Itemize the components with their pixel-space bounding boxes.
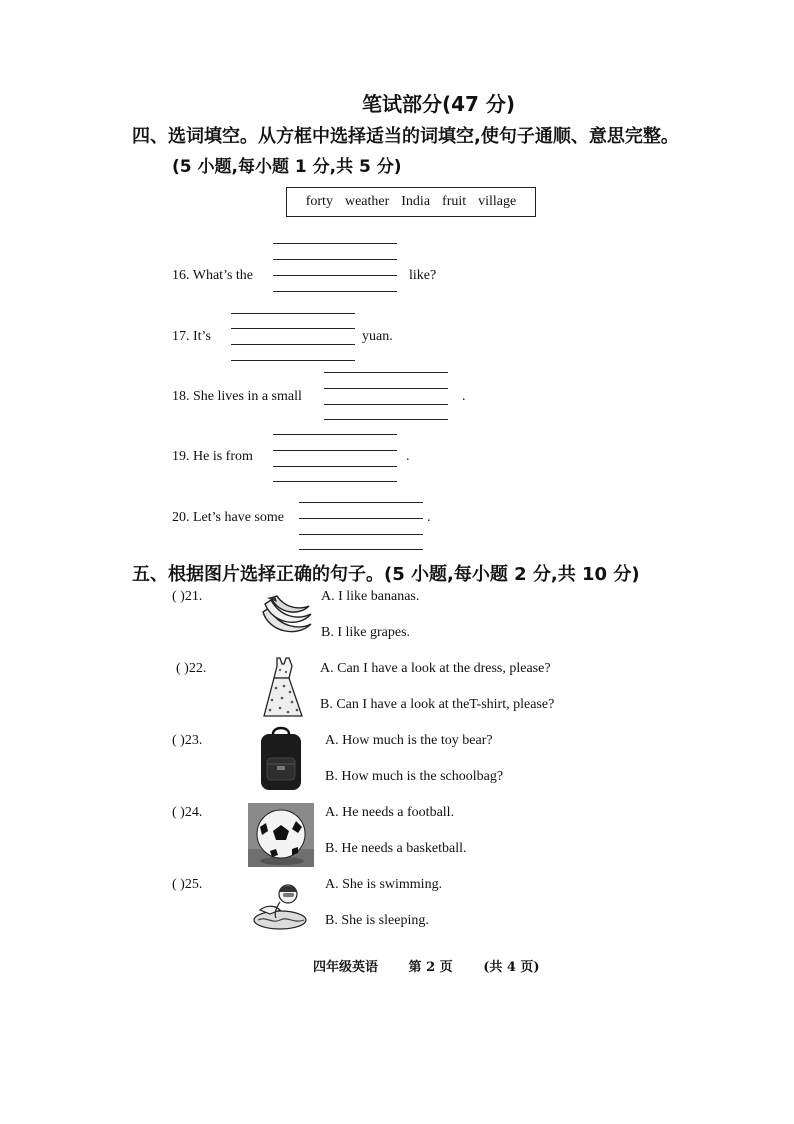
question-19-after: . — [406, 449, 410, 464]
swimmer-icon — [250, 880, 312, 932]
question-18-text: 18. She lives in a small — [172, 389, 302, 404]
banana-icon — [257, 594, 315, 640]
answer-line-16[interactable] — [273, 243, 397, 244]
schoolbag-icon — [257, 726, 305, 792]
option-23-b[interactable]: B. How much is the schoolbag? — [325, 769, 504, 784]
answer-line-20[interactable] — [299, 502, 423, 503]
answer-line-17[interactable] — [231, 344, 355, 345]
footer-total: (共 4 页) — [483, 960, 540, 975]
answer-paren-25[interactable]: ( )25. — [172, 877, 203, 892]
answer-line-18[interactable] — [324, 419, 448, 420]
word-box — [286, 187, 536, 217]
answer-paren-23[interactable]: ( )23. — [172, 733, 203, 748]
answer-line-20[interactable] — [299, 518, 423, 519]
answer-line-19[interactable] — [273, 450, 397, 451]
answer-line-19[interactable] — [273, 434, 397, 435]
section4-subheading: (5 小题,每小题 1 分,共 5 分) — [172, 157, 402, 177]
question-19-text: 19. He is from — [172, 449, 253, 464]
answer-line-17[interactable] — [231, 360, 355, 361]
page-footer — [313, 956, 540, 975]
section5-heading: 五、根据图片选择正确的句子。(5 小题,每小题 2 分,共 10 分) — [132, 564, 640, 585]
answer-paren-21[interactable]: ( )21. — [172, 589, 203, 604]
answer-line-20[interactable] — [299, 549, 423, 550]
answer-line-19[interactable] — [273, 466, 397, 467]
football-icon — [248, 803, 314, 867]
word-box-item: weather — [344, 194, 390, 209]
question-20-after: . — [427, 510, 431, 525]
question-17-text: 17. It’s — [172, 329, 211, 344]
option-25-b[interactable]: B. She is sleeping. — [325, 913, 429, 928]
option-24-b[interactable]: B. He needs a basketball. — [325, 841, 467, 856]
option-21-b[interactable]: B. I like grapes. — [321, 625, 411, 640]
question-18-after: . — [462, 389, 466, 404]
answer-line-17[interactable] — [231, 313, 355, 314]
option-24-a[interactable]: A. He needs a football. — [325, 805, 455, 820]
word-box-item: forty — [305, 194, 333, 209]
written-title: 笔试部分(47 分) — [362, 92, 516, 116]
answer-paren-24[interactable]: ( )24. — [172, 805, 203, 820]
dress-icon — [262, 656, 304, 720]
word-box-item: India — [401, 194, 431, 209]
answer-line-20[interactable] — [299, 534, 423, 535]
question-17-after: yuan. — [362, 329, 393, 344]
word-box-item: fruit — [442, 194, 467, 209]
option-22-b[interactable]: B. Can I have a look at theT-shirt, please? — [320, 697, 555, 712]
section4-heading: 四、选词填空。从方框中选择适当的词填空,使句子通顺、意思完整。 — [132, 126, 679, 147]
option-23-a[interactable]: A. How much is the toy bear? — [325, 733, 493, 748]
option-21-a[interactable]: A. I like bananas. — [321, 589, 420, 604]
answer-line-19[interactable] — [273, 481, 397, 482]
answer-line-16[interactable] — [273, 275, 397, 276]
answer-paren-22[interactable]: ( )22. — [176, 661, 207, 676]
answer-line-18[interactable] — [324, 372, 448, 373]
footer-grade: 四年级英语 — [313, 960, 379, 975]
question-16-after: like? — [409, 268, 437, 283]
answer-line-16[interactable] — [273, 259, 397, 260]
question-20-text: 20. Let’s have some — [172, 510, 284, 525]
answer-line-17[interactable] — [231, 328, 355, 329]
option-22-a[interactable]: A. Can I have a look at the dress, please? — [320, 661, 551, 676]
option-25-a[interactable]: A. She is swimming. — [325, 877, 443, 892]
question-16-text: 16. What’s the — [172, 268, 254, 283]
answer-line-16[interactable] — [273, 291, 397, 292]
footer-page: 第 2 页 — [408, 960, 453, 975]
answer-line-18[interactable] — [324, 388, 448, 389]
answer-line-18[interactable] — [324, 404, 448, 405]
word-box-item: village — [478, 194, 517, 209]
